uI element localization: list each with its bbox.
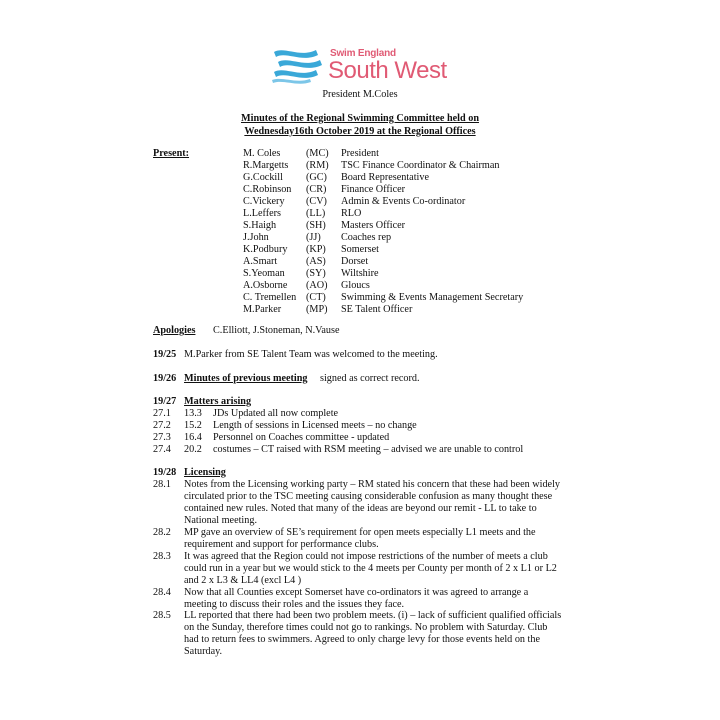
- matter-text: JDs Updated all now complete: [213, 408, 339, 419]
- attendee-initials: (CT): [306, 292, 326, 303]
- logo-small-text: Swim England: [330, 48, 396, 59]
- matter-ref: 20.2: [184, 444, 202, 455]
- item-1926-number: 19/26: [153, 373, 177, 384]
- attendee-initials: (MC): [306, 148, 329, 159]
- attendee-initials: (CV): [306, 196, 327, 207]
- matter-ref: 15.2: [184, 420, 202, 431]
- licensing-line: on the Sunday, therefore times could not go to rankings. No problem with Saturday. Club: [184, 622, 548, 633]
- licensing-number: 28.5: [153, 610, 171, 621]
- licensing-line: contained new rules. Noted that many of the ideas are beyond our remit - LL to take to: [184, 503, 537, 514]
- matter-text: Personnel on Coaches committee - updated: [213, 432, 390, 443]
- attendee-name: G.Cockill: [243, 172, 283, 183]
- licensing-line: LL reported that there had been two problem meets. (i) – lack of sufficient qualified officials: [184, 610, 562, 621]
- apologies-label: Apologies: [153, 325, 196, 336]
- attendee-role: Masters Officer: [341, 220, 406, 231]
- licensing-line: Now that all Counties except Somerset have co-ordinators it was agreed to arrange a: [184, 587, 529, 598]
- item-1926-text: signed as correct record.: [320, 373, 420, 384]
- matter-text: costumes – CT raised with RSM meeting – advised we are unable to control: [213, 444, 524, 455]
- attendee-role: Admin & Events Co-ordinator: [341, 196, 466, 207]
- wave-logo-icon: [270, 46, 326, 86]
- attendee-role: Dorset: [341, 256, 369, 267]
- present-label: Present:: [153, 148, 190, 159]
- attendee-initials: (SY): [306, 268, 326, 279]
- attendee-name: C.Vickery: [243, 196, 285, 207]
- attendee-initials: (AS): [306, 256, 326, 267]
- attendee-role: Board Representative: [341, 172, 429, 183]
- attendee-initials: (JJ): [306, 232, 321, 243]
- matter-text: Length of sessions in Licensed meets – no change: [213, 420, 417, 431]
- president-line: President M.Coles: [322, 89, 398, 100]
- licensing-line: MP gave an overview of SE’s requirement for open meets especially L1 meets and the: [184, 527, 536, 538]
- attendee-role: Somerset: [341, 244, 379, 255]
- attendee-role: Gloucs: [341, 280, 370, 291]
- matter-number: 27.3: [153, 432, 171, 443]
- licensing-line: could run in a year but we would stick to the 4 meets per County per month of 2 x L1 or L2: [184, 563, 557, 574]
- licensing-line: National meeting.: [184, 515, 257, 526]
- attendee-name: C.Robinson: [243, 184, 292, 195]
- item-1925-number: 19/25: [153, 349, 177, 360]
- item-1928-number: 19/28: [153, 467, 177, 478]
- document-title: [0, 113, 720, 138]
- item-1927-number: 19/27: [153, 396, 177, 407]
- item-1926-heading: Minutes of previous meeting: [184, 373, 308, 384]
- attendee-role: RLO: [341, 208, 362, 219]
- attendee-name: M. Coles: [243, 148, 281, 159]
- matter-ref: 16.4: [184, 432, 202, 443]
- attendee-role: President: [341, 148, 379, 159]
- attendee-initials: (AO): [306, 280, 328, 291]
- attendee-role: Wiltshire: [341, 268, 379, 279]
- swim-england-logo: [270, 46, 460, 90]
- item-1927-heading: Matters arising: [184, 396, 252, 407]
- attendee-initials: (LL): [306, 208, 326, 219]
- matter-number: 27.4: [153, 444, 171, 455]
- licensing-line: Saturday.: [184, 646, 223, 657]
- matter-number: 27.2: [153, 420, 171, 431]
- licensing-line: meeting to discuss their roles and the issues they face.: [184, 599, 405, 610]
- attendee-name: S.Yeoman: [243, 268, 285, 279]
- attendee-name: M.Parker: [243, 304, 282, 315]
- item-1925-text: M.Parker from SE Talent Team was welcomed to the meeting.: [184, 349, 438, 360]
- matter-ref: 13.3: [184, 408, 202, 419]
- attendee-initials: (KP): [306, 244, 326, 255]
- licensing-number: 28.4: [153, 587, 171, 598]
- attendee-role: Coaches rep: [341, 232, 392, 243]
- matter-number: 27.1: [153, 408, 171, 419]
- licensing-number: 28.1: [153, 479, 171, 490]
- attendee-initials: (CR): [306, 184, 327, 195]
- attendee-initials: (GC): [306, 172, 327, 183]
- licensing-number: 28.3: [153, 551, 171, 562]
- attendee-initials: (RM): [306, 160, 329, 171]
- licensing-number: 28.2: [153, 527, 171, 538]
- licensing-line: requirement and support for performance clubs.: [184, 539, 379, 550]
- title-line-2: Wednesday16th October 2019 at the Regional Offices: [244, 125, 476, 137]
- attendee-role: Swimming & Events Management Secretary: [341, 292, 524, 303]
- licensing-line: had to return fees to swimmers. Agreed to only charge levy for those events held on the: [184, 634, 540, 645]
- attendee-role: SE Talent Officer: [341, 304, 413, 315]
- title-line-1: Minutes of the Regional Swimming Committee held on: [241, 113, 479, 124]
- licensing-line: It was agreed that the Region could not impose restrictions of the number of meets a club: [184, 551, 548, 562]
- attendee-role: Finance Officer: [341, 184, 406, 195]
- attendee-name: A.Osborne: [243, 280, 288, 291]
- attendee-name: S.Haigh: [243, 220, 277, 231]
- attendee-initials: (SH): [306, 220, 326, 231]
- attendee-name: L.Leffers: [243, 208, 281, 219]
- licensing-line: and 2 x L3 & LL4 (excl L4 ): [184, 575, 302, 586]
- licensing-line: Notes from the Licensing working party – RM stated his concern that these had been widely: [184, 479, 560, 490]
- attendee-name: K.Podbury: [243, 244, 288, 255]
- attendee-name: R.Margetts: [243, 160, 289, 171]
- attendee-role: TSC Finance Coordinator & Chairman: [341, 160, 500, 171]
- licensing-line: circulated prior to the TSC meeting causing considerable confusion as many thought these: [184, 491, 553, 502]
- apologies-text: C.Elliott, J.Stoneman, N.Vause: [213, 325, 340, 336]
- attendee-name: J.John: [243, 232, 269, 243]
- attendee-name: C. Tremellen: [243, 292, 297, 303]
- attendee-name: A.Smart: [243, 256, 278, 267]
- logo-big-text: South West: [328, 57, 447, 84]
- item-1928-heading: Licensing: [184, 467, 226, 478]
- attendee-initials: (MP): [306, 304, 328, 315]
